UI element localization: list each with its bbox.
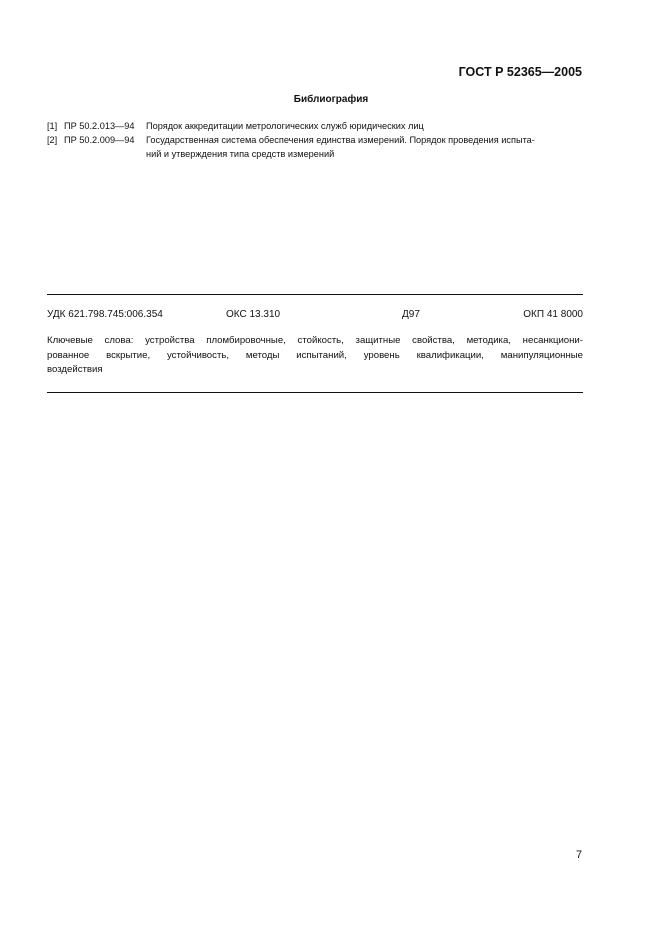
entry-text-line: Государственная система обеспечения единства измерений. Порядок проведения испыта- (146, 135, 535, 145)
entry-text-line: ний и утверждения типа средств измерений (146, 149, 335, 159)
oks-code: ОКС 13.310 (226, 309, 281, 320)
divider-bottom (47, 392, 583, 393)
keywords-line: Ключевые слова: устройства пломбировочные, стойкость, защитные свойства, методика, несанкциони- (47, 335, 583, 346)
page-number: 7 (576, 849, 583, 861)
document-code: ГОСТ Р 52365—2005 (458, 65, 582, 79)
entry-reference: ПР 50.2.013—94 (64, 121, 135, 131)
classification-row (47, 309, 583, 323)
entry-text (146, 133, 574, 161)
entry-text-line: Порядок аккредитации метрологических служб юридических лиц (146, 121, 424, 131)
bibliography-entry (47, 119, 587, 133)
entry-text (146, 119, 574, 133)
keywords-line: рованное вскрытие, устойчивость, методы испытаний, уровень квалификации, манипуляционные (47, 349, 583, 361)
okp-code: ОКП 41 8000 (523, 309, 583, 320)
udk-code: УДК 621.798.745:006.354 (47, 309, 163, 320)
bibliography-list (47, 119, 587, 161)
entry-reference: ПР 50.2.009—94 (64, 135, 135, 145)
entry-number: [1] (47, 121, 58, 131)
bibliography-entry (47, 133, 587, 161)
keywords-block (47, 334, 583, 378)
entry-number: [2] (47, 135, 58, 145)
divider-top (47, 294, 583, 295)
keywords-line: воздействия (47, 364, 103, 375)
bibliography-title: Библиография (293, 94, 369, 105)
group-code: Д97 (402, 309, 420, 320)
